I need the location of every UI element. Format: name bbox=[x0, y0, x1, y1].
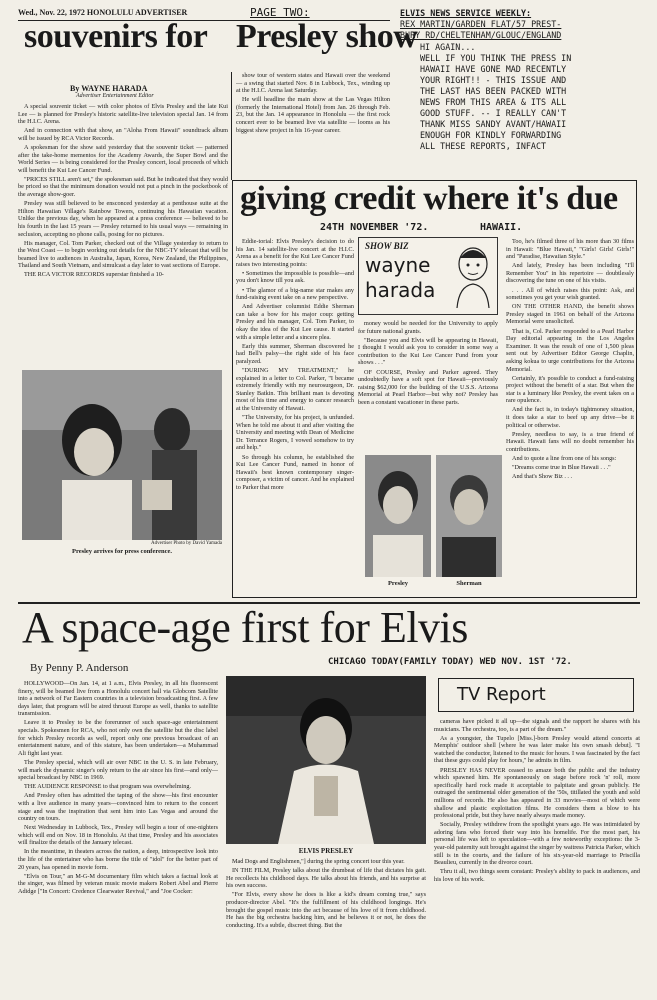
souvenirs-column-2 bbox=[236, 72, 390, 178]
top-byline: By WAYNE HARADA bbox=[70, 84, 148, 93]
credit-column-1 bbox=[236, 238, 354, 594]
paragraph: show tour of western states and Hawaii over the weekend — a swing that started Nov. 8 in Lubbock, Tex., winding up at the H.I.C. Arena last Saturday. bbox=[236, 72, 390, 95]
elvis-presley-photo bbox=[226, 676, 426, 844]
paragraph: And that's Show Biz . . . bbox=[512, 473, 573, 481]
paragraph: Too, he's filmed three of his more than 30 films in Hawaii: "Blue Hawaii," "Girls! Girls! Girls!" and "Paradise, Hawaiian Style." bbox=[506, 238, 634, 261]
tv-report-label: TV Report bbox=[457, 684, 546, 705]
presley-portrait bbox=[365, 455, 431, 577]
paragraph: He will headline the main show at the Las Vegas Hilton (formerly the International Hotel) from Jan. 26 through Feb. 23, but the Jan. 14 appearance in Honolulu — the first rock concert ever to be beamed live via satellite — looms as his biggest show project in his 16-year career. bbox=[236, 96, 390, 134]
note-body bbox=[420, 42, 650, 152]
paragraph: "Because you and Elvis will be appearing in Hawaii, I thought I would ask you to consider in some way a contribution to the Kui Lee Cancer Fund from your shows . . ." bbox=[358, 336, 498, 367]
paragraph: And lately, Presley has been including "I'll Remember You" in his repertoire — doubtlessly discovering the tune on one of his visits. bbox=[506, 262, 634, 285]
paragraph: Early this summer, Sherman discovered he had Bell's palsy—the right side of his face paralyzed. bbox=[236, 342, 354, 365]
paragraph: OF COURSE, Presley and Parker agreed. They undoubtedly have a soft spot for Hawaii—previously raising $62,000 for the building of the U.S.S. Arizona Memorial at Pearl Harbor—but why not? Presley has been a constant vacationer in these parts. bbox=[358, 368, 498, 406]
paragraph: And to quote a line from one of his songs: bbox=[512, 455, 617, 463]
credit-date-note: 24TH NOVEMBER '72. bbox=[320, 222, 429, 233]
credit-column-3 bbox=[506, 238, 634, 594]
paragraph: "DURING MY TREATMENT," he explained in a letter to Col. Parker, "I became extremely friendly with my neurosurgeon, Dr. Stanley Batkin. This brilliant man is devoting most of his time and energy to cancer research at the University of Hawaii. bbox=[236, 367, 354, 412]
paragraph: Socially, Presley withdrew from the spotlight years ago. He was intimidated by adoring fans who forced their way into his homelife. For the most part, his personal life was left to speculation—with a few noteworthy exceptions: the 3-year-old paternity suit brought against the singer by waitress Patricia Parker, which still is in the courts, and the failure of his six-year-old marriage to Priscilla Beaulieu, currently in the divorce court. bbox=[434, 821, 640, 867]
credit-place-note: HAWAII. bbox=[480, 222, 523, 233]
sherman-portrait bbox=[436, 455, 502, 577]
paragraph: "Elvis on Tour," an M-G-M documentary film which takes a factual look at the singer, was filmed by veteran music movie makers Robert Abel and Pierre Adidge ["In Concert: Credence Clearwater Revival," and "Joe Cocker: bbox=[18, 872, 218, 895]
credit-column-2 bbox=[358, 320, 498, 448]
paragraph: As a youngster, the Tupelo [Miss.]-born Presley would attend concerts at Memphis' outdoor shell [where he was later make his own smash debut]. "I watched the conductor, listened to the music for hours. I was fascinated by the fact that these guys could play for hours," he admits in film. bbox=[434, 734, 640, 765]
page-two-label: PAGE TWO: bbox=[250, 6, 310, 19]
paragraph: Certainly, it's possible to conduct a fund-raising project without the benefit of a star. But when the star is a luminary like Presley, the event takes on a rare opulence. bbox=[506, 374, 634, 405]
paragraph: A special souvenir ticket — with color photos of Elvis Presley and the late Kui Lee — is planned for Presley's historic satellite-live television special Jan. 14 from the H.I.C. Arena. bbox=[18, 103, 228, 126]
paragraph: And Advertiser columnist Eddie Sherman can take a bow for his major coup: getting Presley and his manager, Col. Tom Parker, to okay the idea of the Kui Lee cause. It started with a simple letter and a sincere plea. bbox=[236, 303, 354, 341]
paragraph: Leave it to Presley to be the forerunner of such space-age entertainment specials. Spokesmen for RCA, who not only own the satellite but the disc label for which Presley records as well, report only one previous broadcast of an entertainment nature, and of this stature, has been undertaken—a Muhammad Ali fight last year. bbox=[18, 719, 218, 757]
columnist-sketch bbox=[451, 244, 495, 310]
top-byline-title: Advertiser Entertainment Editor bbox=[76, 93, 154, 99]
paragraph: Next Wednesday in Lubbock, Tex., Presley will begin a tour of one-nighters which will end on Nov. 18 in Honolulu. At that time, Presley and his associates will finalize the details of the January telecast. bbox=[18, 824, 218, 847]
paragraph: "The University, for his project, is unfunded. When he told me about it and after visiting the University and meeting with Dean of Medicine Dr. Terrance Rogers, I vowed somehow to try and help." bbox=[236, 414, 354, 452]
paragraph: • The glamor of a big-name star makes any fund-raising event take on a new perspective. bbox=[236, 286, 354, 302]
space-age-column-1 bbox=[18, 680, 218, 998]
paragraph: A spokesman for the show said yesterday that the souvenir ticket — patterned after the take-home mementos for the Academy Awards, the Super Bowl and the World Series — is being considered for the Presley concert, local proceeds of which will benefit the Kui Lee Cancer Fund. bbox=[18, 143, 228, 174]
press-photo-caption: Presley arrives for press conference. bbox=[71, 548, 173, 555]
headline-presley-show: Presley show bbox=[236, 18, 418, 55]
paragraph: In the meantime, in theaters across the nation, a deep, introspective look into the life of the entertainer who has borne the title of "idol" for the better part of 20 years, has opened in movie form. bbox=[18, 848, 218, 871]
paragraph: Mad Dogs and Englishmen,"] during the spring concert tour this year. bbox=[232, 858, 405, 865]
space-age-source-note: CHICAGO TODAY(FAMILY TODAY) WED NOV. 1ST '72. bbox=[328, 657, 572, 667]
note-line: THE LAST HAS BEEN PACKED WITH bbox=[420, 86, 567, 96]
paragraph: • Sometimes the impossible is possible—and you don't know till you ask. bbox=[236, 269, 354, 285]
paragraph: money would be needed for the University to apply for future national grants. bbox=[358, 320, 498, 335]
souvenirs-column-1 bbox=[18, 103, 228, 365]
paragraph: So through his column, he established the Kui Lee Cancer Fund, named in honor of Hawaii's best known contemporary singer-composer, a victim of cancer. And he explained to Parker that more bbox=[236, 453, 354, 491]
note-line: HAWAII HAVE GONE MAD RECENTLY bbox=[420, 64, 567, 74]
headline-souvenirs: souvenirs for bbox=[24, 18, 208, 55]
space-age-column-3 bbox=[434, 718, 640, 998]
top-dateline: Wed., Nov. 22, 1972 HONOLULU ADVERTISER bbox=[18, 8, 188, 17]
paragraph: Presley was still believed to be ensconced yesterday at a penthouse suite at the Hilton Hawaiian Village's Rainbow Towers, continuing his Hawaiian vacation. Unlike the previous day, when he appeared at a press conference — believed to be his fourth in the last 15 years — Presley returned to his usual ways — remaining in seclusion, accepting no phone calls, posing for no pictures. bbox=[18, 200, 228, 238]
note-line: NEWS FROM THIS AREA & ITS ALL bbox=[420, 97, 567, 107]
paragraph: And Presley often has admitted the taping of the show—his first encounter with a live audience in many years—convinced him to return to the concert stage and was the inspiration that sent him into Las Vegas and around the country on tours. bbox=[18, 792, 218, 823]
note-line: THANK MISS SANDY AVANT/HAWAII bbox=[420, 119, 567, 129]
note-line: WELL IF YOU THINK THE PRESS IN bbox=[420, 53, 572, 63]
presley-portrait-caption: Presley bbox=[387, 580, 409, 587]
space-age-column-2 bbox=[226, 858, 426, 998]
note-line: YOUR RIGHT!! - THIS ISSUE AND bbox=[420, 75, 567, 85]
tv-report-box bbox=[438, 678, 634, 712]
paragraph: Eddie-torial: Elvis Presley's decision to do his Jan. 14 satellite-live concert at the H.I.C. Arena as a benefit for the Kui Lee Cancer Fund raises two interesting points: bbox=[236, 238, 354, 268]
paragraph: His manager, Col. Tom Parker, checked out of the Village yesterday to return to the West Coast — to begin working out details for the NBC-TV telecast that will be beamed live to audiences in Australia, Japan, Korea, New Zealand, the Philippines, Thailand and South Vietnam, and simulcast a day later to vast sections of Europe. bbox=[18, 239, 228, 270]
note-line: GOOD STUFF. -- I REALLY CAN'T bbox=[420, 108, 567, 118]
columnist-last-name: harada bbox=[365, 278, 436, 302]
elvis-photo-caption: ELVIS PRESLEY bbox=[298, 847, 354, 855]
note-address-2: BURY RD/CHELTENHAM/GLOUC/ENGLAND bbox=[400, 30, 562, 40]
note-address-1: REX MARTIN/GARDEN FLAT/57 PREST- bbox=[400, 19, 562, 29]
paragraph: "Dreams come true in Blue Hawaii . . ." bbox=[512, 464, 611, 472]
credit-headline: giving credit where it's due bbox=[240, 180, 618, 217]
paragraph: Presley, needless to say, is a true friend of Hawaii. Hawaii fans will no doubt remember his contributions. bbox=[506, 430, 634, 453]
paragraph: And in connection with that show, an "Aloha From Hawaii" soundtrack album will be issued by RCA Victor Records. bbox=[18, 127, 228, 142]
paragraph: That is, Col. Parker responded to a Pearl Harbor Day editorial appearing in the Los Angeles Examiner. It was the result of one of 1,500 pleas sent out by Advertiser Editor George Chaplin, asking kokua to urge contributions for the Arizona Memorial. bbox=[506, 327, 634, 373]
photo-credit: Advertiser Photo by David Yamada bbox=[151, 541, 222, 546]
space-age-byline: By Penny P. Anderson bbox=[30, 662, 129, 674]
presley-press-photo bbox=[22, 370, 222, 540]
paragraph: "PRICES STILL aren't set," the spokesman said. But he indicated that they would be priced so that the minimum donation would not put a pinch in the pocketbook of the average show-goer. bbox=[18, 175, 228, 199]
showbiz-sig-box bbox=[358, 237, 498, 315]
paragraph: "For Elvis, every show he does is like a kid's dream coming true," says producer-director Abel. "It's the fulfillment of his childhood longings. He's brought the gospel music into the act because of his love of it from childhood. He has the big orchestra backing him, and he believes it or not, he does the conducting. It's a subtle, discreet thing. But the bbox=[226, 891, 426, 929]
note-title: ELVIS NEWS SERVICE WEEKLY: bbox=[400, 8, 532, 18]
paragraph: . . . All of which raises this point: Ask, and sometimes you get your wish granted. bbox=[506, 286, 634, 302]
paragraph: THE AUDIENCE RESPONSE to that program was overwhelming. bbox=[24, 783, 192, 791]
showbiz-label: SHOW BIZ bbox=[365, 241, 409, 251]
note-line: HI AGAIN... bbox=[420, 42, 476, 52]
columnist-first-name: wayne bbox=[365, 253, 431, 277]
paragraph: And the fact is, in today's tightmoney situation, it does take a star to beef up any drive—be it political or otherwise. bbox=[506, 406, 634, 429]
space-age-headline: A space-age first for Elvis bbox=[22, 603, 468, 652]
note-line: ALL THESE REPORTS, INFACT bbox=[420, 141, 547, 151]
sherman-portrait-caption: Sherman bbox=[456, 580, 482, 587]
paragraph: ON THE OTHER HAND, the benefit shows Presley staged in 1961 on behalf of the Arizona Memorial were unsolicited. bbox=[506, 303, 634, 326]
paragraph: THE RCA VICTOR RECORDS superstar finished a 10- bbox=[24, 271, 164, 279]
paragraph: IN THE FILM, Presley talks about the drumbeat of life that dictates his gait. He recollects his childhood days. He talks about his friends, and his surprise at his own success. bbox=[226, 867, 426, 890]
paragraph: Thru it all, two things seem constant: Presley's ability to pack in audiences, and his love of his work. bbox=[434, 868, 640, 883]
paragraph: HOLLYWOOD—On Jan. 14, at 1 a.m., Elvis Presley, in all his fluorescent finery, will be beamed live from a Honolulu concert hall via Globcom Satellite into a network of Far Eastern countries in a television broadcasting first. A few days later, that program will be aired thruout Europe as well, thanks to satellite transmission. bbox=[18, 680, 218, 718]
note-line: ENOUGH FOR KINDLY FORWARDING bbox=[420, 130, 562, 140]
paragraph: The Presley special, which will air over NBC in the U. S. in late February, will mark the dynamic singer's only return to the air since his first—and only—special broadcast by NBC in 1969. bbox=[18, 758, 218, 782]
paragraph: PRESLEY HAS NEVER ceased to amaze both the public and the industry which spawned him. He spontaneously on stage before rock 'n' roll, more specifically hard rock made it acceptable to palpitate and groan publicly. He outraged the sentimental older generation of the '50s, titillated the youth and sold millions of records. He also has appeared in 33 movies—most of which were shallow and plastic exploitation films. He considers them a blow to his professional pride, but they have nearly always made money. bbox=[434, 766, 640, 820]
paragraph: cameras have picked it all up—the signals and the rapport he shares with his musicians. The orchestra, too, is a part of the dream." bbox=[434, 718, 640, 733]
